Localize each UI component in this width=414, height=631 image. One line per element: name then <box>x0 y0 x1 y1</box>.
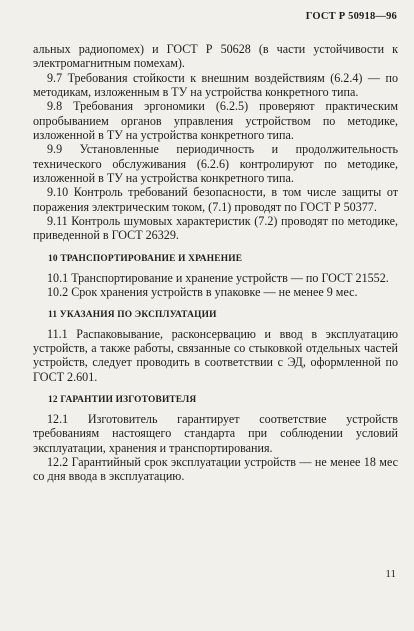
paragraph-9-11: 9.11 Контроль шумовых характеристик (7.2) проводят по методике, приведенной в ГОСТ 26329. <box>33 214 398 243</box>
section-12-heading: 12 ГАРАНТИИ ИЗГОТОВИТЕЛЯ <box>48 394 197 405</box>
paragraph-10-2: 10.2 Срок хранения устройств в упаковке — не менее 9 мес. <box>47 285 358 300</box>
section-10-heading: 10 ТРАНСПОРТИРОВАНИЕ И ХРАНЕНИЕ <box>48 253 243 264</box>
paragraph-10-1: 10.1 Транспортирование и хранение устройств — по ГОСТ 21552. <box>47 270 389 285</box>
paragraph-9-7: 9.7 Требования стойкости к внешним воздействиям (6.2.4) — по методикам, изложенным в ТУ на устройства конкретного типа. <box>33 70 398 100</box>
paragraph-continuation: альных радиопомех) и ГОСТ Р 50628 (в части устойчивости к электромагнитным помехам). <box>33 42 398 71</box>
page-number: 11 <box>385 568 396 580</box>
document-body <box>33 42 398 484</box>
paragraph-9-10: 9.10 Контроль требований безопасности, в том числе защиты от поражения электрическим током, (7.1) проводят по ГОСТ Р 50377. <box>33 185 398 214</box>
document-code-header: ГОСТ Р 50918—96 <box>305 11 397 22</box>
paragraph-11-1: 11.1 Распаковывание, расконсервацию и ввод в эксплуатацию устройств, а также работы, связанные со стыковкой отдельных частей устройств, следует проводить в соответствии с ЭД, оформленной по ГОСТ 2.601. <box>33 326 398 384</box>
paragraph-9-8: 9.8 Требования эргономики (6.2.5) проверяют практическим опробыванием органов управления устройством по методике, изложенной в ТУ на устройства конкретного типа. <box>33 99 398 143</box>
section-11-heading: 11 УКАЗАНИЯ ПО ЭКСПЛУАТАЦИИ <box>48 309 217 320</box>
paragraph-12-1: 12.1 Изготовитель гарантирует соответствие устройств требованиям настоящего стандарта при соблюдении условий эксплуатации, хранения и транспортирования. <box>33 411 398 455</box>
paragraph-9-9: 9.9 Установленные периодичность и продолжительность технического обслуживания (6.2.6) контролируют по методике, изложенной в ТУ на устройства конкретного типа. <box>33 142 398 186</box>
paragraph-12-2: 12.2 Гарантийный срок эксплуатации устройств — не менее 18 мес со дня ввода в эксплуатацию. <box>33 454 398 484</box>
